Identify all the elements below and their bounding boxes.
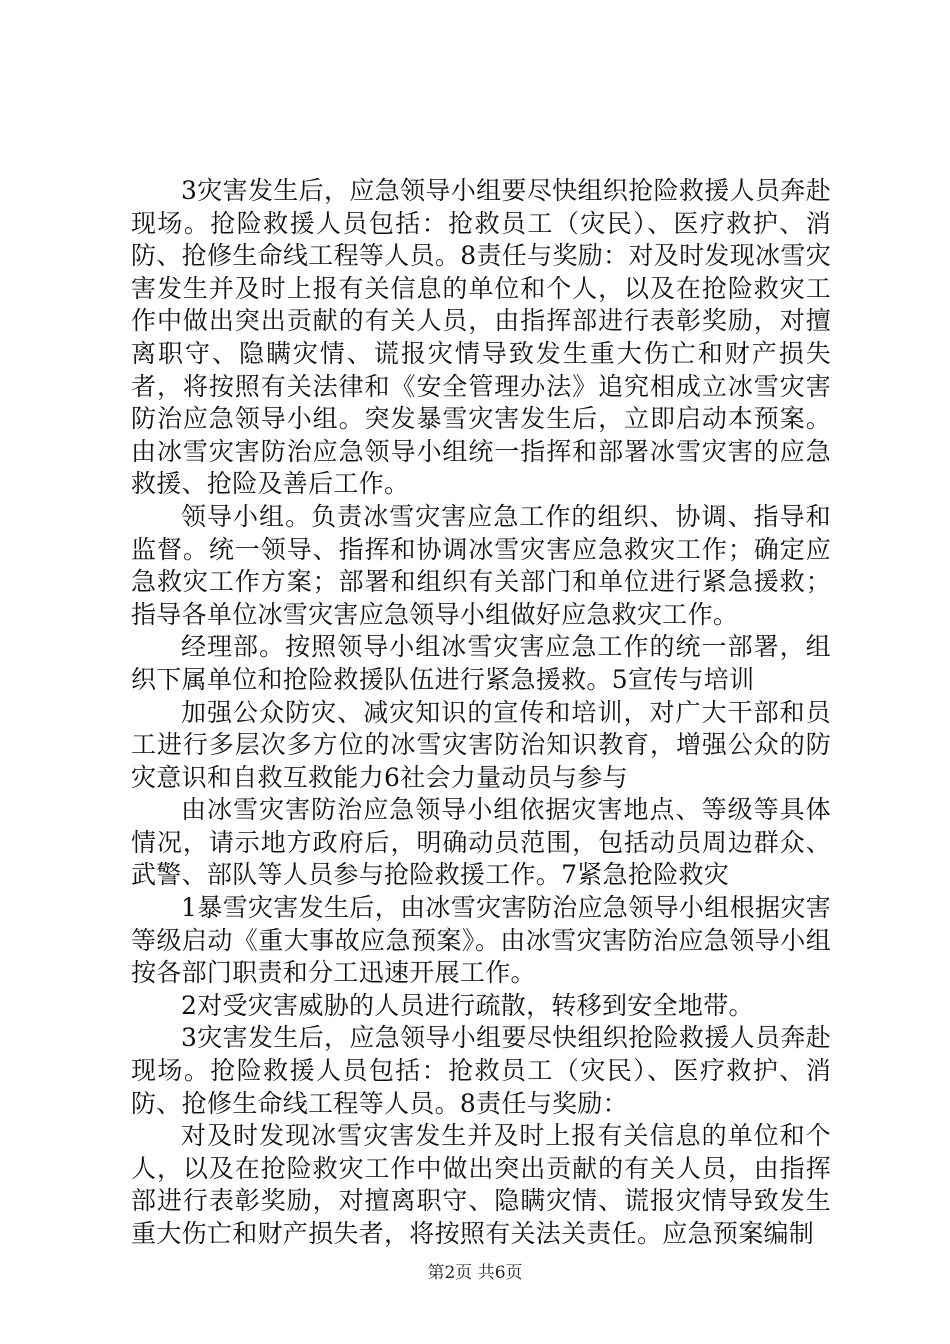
paragraph-9: 对及时发现冰雪灾害发生并及时上报有关信息的单位和个人，以及在抢险救灾工作中做出突出贡献的有关人员，由指挥部进行表彰奖励，对擅离职守、隐瞒灾情、谎报灾情导致发生重大伤亡和财产损失者，将按照有关法关责任。应急预案编制 xyxy=(131,1121,831,1248)
paragraph-2: 领导小组。负责冰雪灾害应急工作的组织、协调、指导和监督。统一领导、指挥和协调冰雪灾害应急救灾工作；确定应急救灾工作方案；部署和组织有关部门和单位进行紧急援救；指导各单位冰雪灾害应急领导小组做好应急救灾工作。 xyxy=(131,501,831,629)
paragraph-6: 1暴雪灾害发生后，由冰雪灾害防治应急领导小组根据灾害等级启动《重大事故应急预案》。由冰雪灾害防治应急领导小组按各部门职责和分工迅速开展工作。 xyxy=(131,893,831,988)
paragraph-3: 经理部。按照领导小组冰雪灾害应急工作的统一部署，组织下属单位和抢险救援队伍进行紧急援救。5宣传与培训 xyxy=(131,632,831,694)
page-number-label: 第2页 共6页 xyxy=(427,1263,523,1283)
paragraph-4: 加强公众防灾、减灾知识的宣传和培训，对广大干部和员工进行多层次多方位的冰雪灾害防治知识教育，增强公众的防灾意识和自救互救能力6社会力量动员与参与 xyxy=(131,697,831,792)
paragraph-7: 2对受灾害威胁的人员进行疏散，转移到安全地带。 xyxy=(181,990,754,1020)
paragraph-1: 3灾害发生后，应急领导小组要尽快组织抢险救援人员奔赴现场。抢险救援人员包括：抢救员工（灾民）、医疗救护、消防、抢修生命线工程等人员。8责任与奖励：对及时发现冰雪灾害发生并及时上报有关信息的单位和个人，以及在抢险救灾工作中做出突出贡献的有关人员，由指挥部进行表彰奖励，对擅离职守、隐瞒灾情、谎报灾情导致发生重大伤亡和财产损失者，将按照有关法律和《安全管理办法》追究相成立冰雪灾害防治应急领导小组。突发暴雪灾害发生后，立即启动本预案。由冰雪灾害防治应急领导小组统一指挥和部署冰雪灾害的应急救援、抢险及善后工作。 xyxy=(131,176,831,499)
document-body xyxy=(131,175,831,1251)
paragraph-8: 3灾害发生后，应急领导小组要尽快组织抢险救援人员奔赴现场。抢险救援人员包括：抢救员工（灾民）、医疗救护、消防、抢修生命线工程等人员。8责任与奖励： xyxy=(131,1023,831,1118)
paragraph-5: 由冰雪灾害防治应急领导小组依据灾害地点、等级等具体情况，请示地方政府后，明确动员范围，包括动员周边群众、武警、部队等人员参与抢险救援工作。7紧急抢险救灾 xyxy=(131,795,831,890)
page-footer xyxy=(0,1262,950,1284)
